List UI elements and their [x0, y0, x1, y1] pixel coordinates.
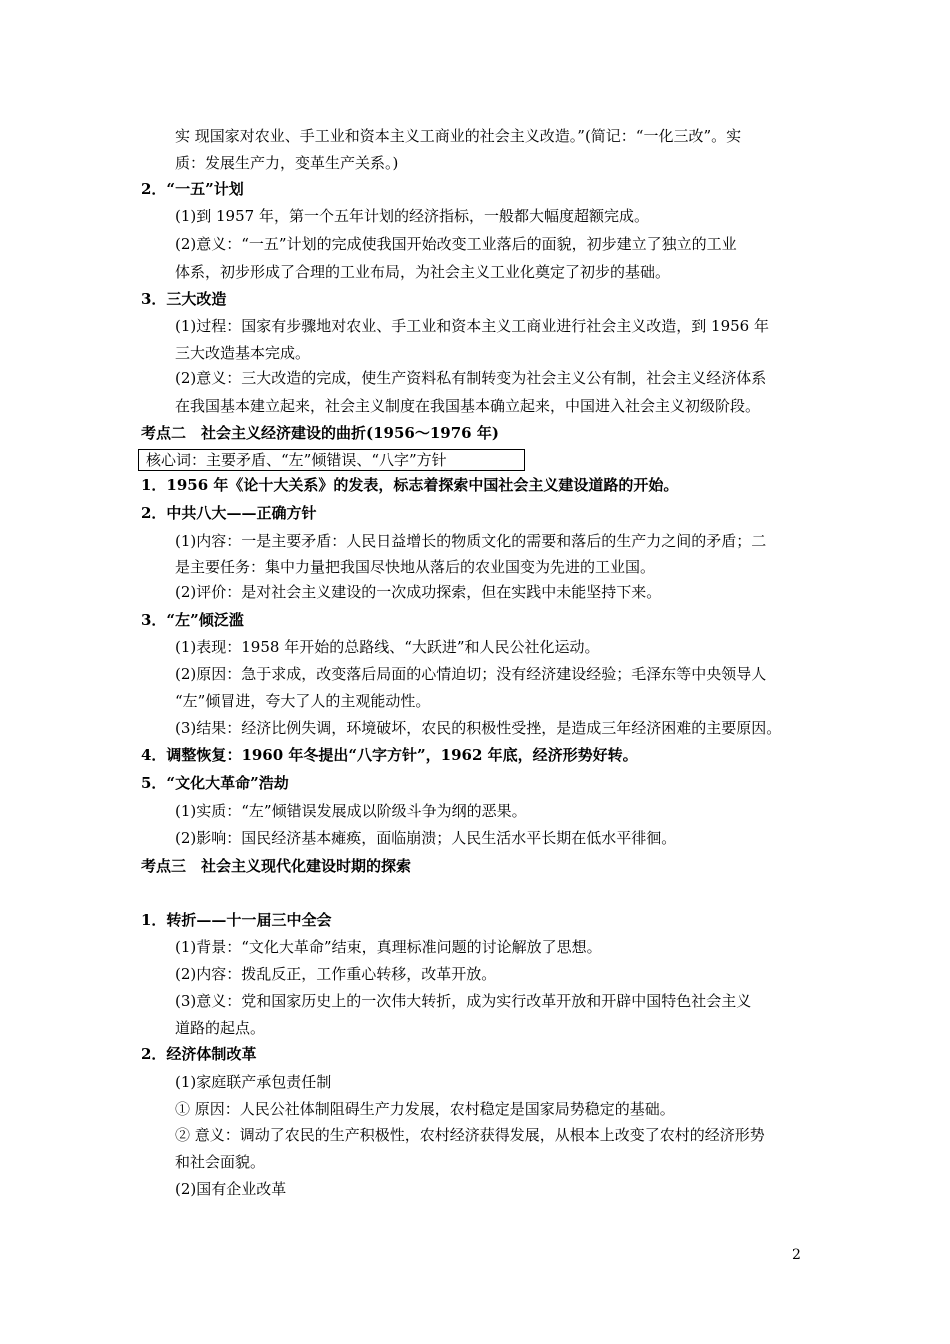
- text-line: (1)到 1957 年，第一个五年计划的经济指标，一般都大幅度超额完成。: [175, 207, 649, 225]
- section-item-heading: 2．中共八大——正确方针: [141, 504, 317, 522]
- text-line: (1)家庭联产承包责任制: [175, 1073, 332, 1091]
- text-line: (2)意义：三大改造的完成，使生产资料私有制转变为社会主义公有制，社会主义经济体系: [175, 369, 767, 387]
- section-item-heading: 3．三大改造: [141, 290, 227, 308]
- text-line: (1)背景：“文化大革命”结束，真理标准问题的讨论解放了思想。: [175, 938, 602, 956]
- section-item-heading: 1．1956 年《论十大关系》的发表，标志着探索中国社会主义建设道路的开始。: [141, 476, 679, 494]
- text-line: (2)意义：“一五”计划的完成使我国开始改变工业落后的面貌，初步建立了独立的工业: [175, 235, 737, 253]
- page-number: 2: [792, 1247, 801, 1263]
- text-line: 体系，初步形成了合理的工业布局，为社会主义工业化奠定了初步的基础。: [175, 263, 671, 281]
- text-line: (2)影响：国民经济基本瘫痪，面临崩溃；人民生活水平长期在低水平徘徊。: [175, 829, 677, 847]
- section-item-heading: 5．“文化大革命”浩劫: [141, 774, 289, 792]
- text-line: “左”倾冒进，夸大了人的主观能动性。: [175, 692, 431, 710]
- text-line: (2)原因：急于求成，改变落后局面的心情迫切；没有经济建设经验；毛泽东等中央领导人: [175, 665, 767, 683]
- text-line: (2)评价：是对社会主义建设的一次成功探索，但在实践中未能坚持下来。: [175, 583, 662, 601]
- text-line: 是主要任务：集中力量把我国尽快地从落后的农业国变为先进的工业国。: [175, 558, 656, 576]
- section-item-heading: 2．“一五”计划: [141, 180, 244, 198]
- text-line: 和社会面貌。: [175, 1153, 266, 1171]
- text-line: 三大改造基本完成。: [175, 344, 311, 362]
- keyword-text: 核心词：主要矛盾、“左”倾错误、“八字”方针: [146, 451, 447, 469]
- text-line: (1)表现：1958 年开始的总路线、“大跃进”和人民公社化运动。: [175, 638, 600, 656]
- section-item-heading: 1．转折——十一届三中全会: [141, 911, 332, 929]
- text-line: (3)结果：经济比例失调，环境破坏，农民的积极性受挫，是造成三年经济困难的主要原因。: [175, 719, 782, 737]
- text-line: (2)内容：拨乱反正，工作重心转移，改革开放。: [175, 965, 497, 983]
- section-item-heading: 4．调整恢复：1960 年冬提出“八字方针”，1962 年底，经济形势好转。: [141, 746, 638, 764]
- text-line: 道路的起点。: [175, 1019, 266, 1037]
- text-line: ② 意义：调动了农民的生产积极性，农村经济获得发展，从根本上改变了农村的经济形势: [175, 1126, 765, 1144]
- text-line: (1)实质：“左”倾错误发展成以阶级斗争为纲的恶果。: [175, 802, 527, 820]
- text-line: 实 现国家对农业、手工业和资本主义工商业的社会主义改造。”(简记：“一化三改”。实: [175, 127, 742, 145]
- section-item-heading: 2．经济体制改革: [141, 1045, 257, 1063]
- text-line: 质：发展生产力，变革生产关系。): [175, 154, 399, 172]
- text-line: ① 原因：人民公社体制阻碍生产力发展，农村稳定是国家局势稳定的基础。: [175, 1100, 675, 1118]
- text-line: 在我国基本建立起来，社会主义制度在我国基本确立起来，中国进入社会主义初级阶段。: [175, 397, 761, 415]
- topic-heading: 考点二 社会主义经济建设的曲折(1956～1976 年): [141, 424, 499, 442]
- text-line: (2)国有企业改革: [175, 1180, 287, 1198]
- text-line: (1)过程：国家有步骤地对农业、手工业和资本主义工商业进行社会主义改造，到 1956 年: [175, 317, 769, 335]
- topic-heading: 考点三 社会主义现代化建设时期的探索: [141, 857, 412, 875]
- text-line: (3)意义：党和国家历史上的一次伟大转折，成为实行改革开放和开辟中国特色社会主义: [175, 992, 752, 1010]
- section-item-heading: 3．“左”倾泛滥: [141, 611, 244, 629]
- text-line: (1)内容：一是主要矛盾：人民日益增长的物质文化的需要和落后的生产力之间的矛盾；二: [175, 532, 767, 550]
